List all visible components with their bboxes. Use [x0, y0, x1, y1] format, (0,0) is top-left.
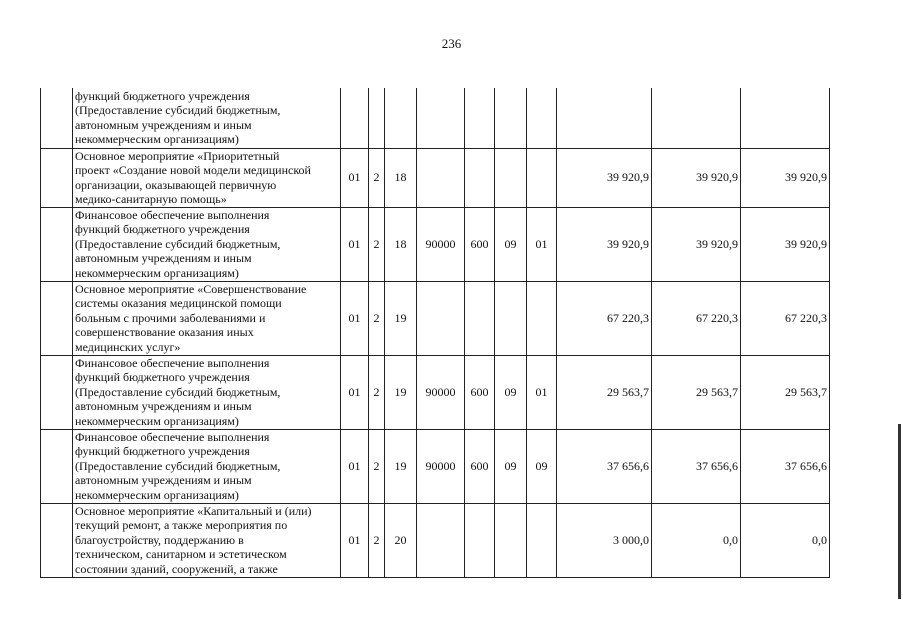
subsection-code-cell [527, 281, 557, 355]
description-cell: Финансовое обеспечение выполнения функций бюджетного учреждения (Предоставление субсидий бюджетным, автономным учреждениям и иным некоммерческим организациям) [73, 207, 341, 281]
subprogram-code-cell: 2 [369, 207, 385, 281]
blank-cell [41, 148, 73, 207]
section-code-cell: 09 [495, 429, 527, 503]
amount-year3-cell [741, 88, 830, 148]
main-event-code-cell: 19 [385, 429, 417, 503]
subprogram-code-cell: 2 [369, 429, 385, 503]
subsection-code-cell [527, 503, 557, 577]
program-code-cell: 01 [341, 148, 369, 207]
main-event-code-cell [385, 88, 417, 148]
amount-year3-cell: 39 920,9 [741, 148, 830, 207]
description-cell: Основное мероприятие «Капитальный и (или) текущий ремонт, а также мероприятия по благоустройству, поддержанию в техническом, санитарном и эстетическом состоянии зданий, сооружений, а также [73, 503, 341, 577]
direction-code-cell [417, 148, 465, 207]
expense-type-cell [465, 148, 495, 207]
main-event-code-cell: 18 [385, 207, 417, 281]
amount-year1-cell: 29 563,7 [557, 355, 652, 429]
table-row [41, 355, 830, 429]
amount-year2-cell [652, 88, 741, 148]
blank-cell [41, 207, 73, 281]
main-event-code-cell: 20 [385, 503, 417, 577]
blank-cell [41, 88, 73, 148]
direction-code-cell: 90000 [417, 429, 465, 503]
table-row [41, 429, 830, 503]
table-row [41, 148, 830, 207]
table-row [41, 281, 830, 355]
program-code-cell: 01 [341, 355, 369, 429]
main-event-code-cell: 18 [385, 148, 417, 207]
expense-type-cell: 600 [465, 429, 495, 503]
subsection-code-cell: 09 [527, 429, 557, 503]
direction-code-cell: 90000 [417, 207, 465, 281]
amount-year2-cell: 29 563,7 [652, 355, 741, 429]
amount-year1-cell: 39 920,9 [557, 148, 652, 207]
section-code-cell [495, 88, 527, 148]
expense-type-cell [465, 88, 495, 148]
amount-year3-cell: 67 220,3 [741, 281, 830, 355]
table-body [41, 88, 830, 577]
blank-cell [41, 281, 73, 355]
program-code-cell [341, 88, 369, 148]
direction-code-cell: 90000 [417, 355, 465, 429]
subsection-code-cell [527, 88, 557, 148]
direction-code-cell [417, 88, 465, 148]
table-row [41, 88, 830, 148]
section-code-cell [495, 281, 527, 355]
expense-type-cell: 600 [465, 207, 495, 281]
subprogram-code-cell: 2 [369, 503, 385, 577]
amount-year1-cell: 39 920,9 [557, 207, 652, 281]
description-cell: Основное мероприятие «Приоритетный проект «Создание новой модели медицинской организации, оказывающей первичную медико-санитарную помощь» [73, 148, 341, 207]
amount-year3-cell: 37 656,6 [741, 429, 830, 503]
page-number: 236 [441, 36, 462, 51]
expense-type-cell [465, 281, 495, 355]
section-code-cell: 09 [495, 207, 527, 281]
expense-type-cell [465, 503, 495, 577]
amount-year2-cell: 0,0 [652, 503, 741, 577]
blank-cell [41, 355, 73, 429]
amount-year1-cell: 37 656,6 [557, 429, 652, 503]
amount-year1-cell: 3 000,0 [557, 503, 652, 577]
amount-year1-cell: 67 220,3 [557, 281, 652, 355]
subsection-code-cell [527, 148, 557, 207]
section-code-cell [495, 148, 527, 207]
amount-year3-cell: 29 563,7 [741, 355, 830, 429]
amount-year2-cell: 39 920,9 [652, 148, 741, 207]
amount-year1-cell [557, 88, 652, 148]
table-row [41, 503, 830, 577]
budget-table [40, 88, 830, 578]
main-event-code-cell: 19 [385, 355, 417, 429]
blank-cell [41, 429, 73, 503]
description-cell: Основное мероприятие «Совершенствование системы оказания медицинской помощи больным с прочими заболеваниями и совершенствование оказания иных медицинских услуг» [73, 281, 341, 355]
direction-code-cell [417, 281, 465, 355]
program-code-cell: 01 [341, 207, 369, 281]
subprogram-code-cell: 2 [369, 148, 385, 207]
section-code-cell [495, 503, 527, 577]
direction-code-cell [417, 503, 465, 577]
subsection-code-cell: 01 [527, 355, 557, 429]
main-event-code-cell: 19 [385, 281, 417, 355]
expense-type-cell: 600 [465, 355, 495, 429]
subsection-code-cell: 01 [527, 207, 557, 281]
blank-cell [41, 503, 73, 577]
amount-year2-cell: 67 220,3 [652, 281, 741, 355]
description-cell: Финансовое обеспечение выполнения функций бюджетного учреждения (Предоставление субсидий бюджетным, автономным учреждениям и иным некоммерческим организациям) [73, 355, 341, 429]
amount-year3-cell: 0,0 [741, 503, 830, 577]
description-cell: функций бюджетного учреждения (Предоставление субсидий бюджетным, автономным учреждениям и иным некоммерческим организациям) [73, 88, 341, 148]
amount-year2-cell: 37 656,6 [652, 429, 741, 503]
subprogram-code-cell [369, 88, 385, 148]
program-code-cell: 01 [341, 281, 369, 355]
program-code-cell: 01 [341, 429, 369, 503]
amount-year2-cell: 39 920,9 [652, 207, 741, 281]
amount-year3-cell: 39 920,9 [741, 207, 830, 281]
subprogram-code-cell: 2 [369, 281, 385, 355]
program-code-cell: 01 [341, 503, 369, 577]
page-edge-mark [898, 424, 901, 599]
description-cell: Финансовое обеспечение выполнения функций бюджетного учреждения (Предоставление субсидий бюджетным, автономным учреждениям и иным некоммерческим организациям) [73, 429, 341, 503]
subprogram-code-cell: 2 [369, 355, 385, 429]
section-code-cell: 09 [495, 355, 527, 429]
table-row [41, 207, 830, 281]
